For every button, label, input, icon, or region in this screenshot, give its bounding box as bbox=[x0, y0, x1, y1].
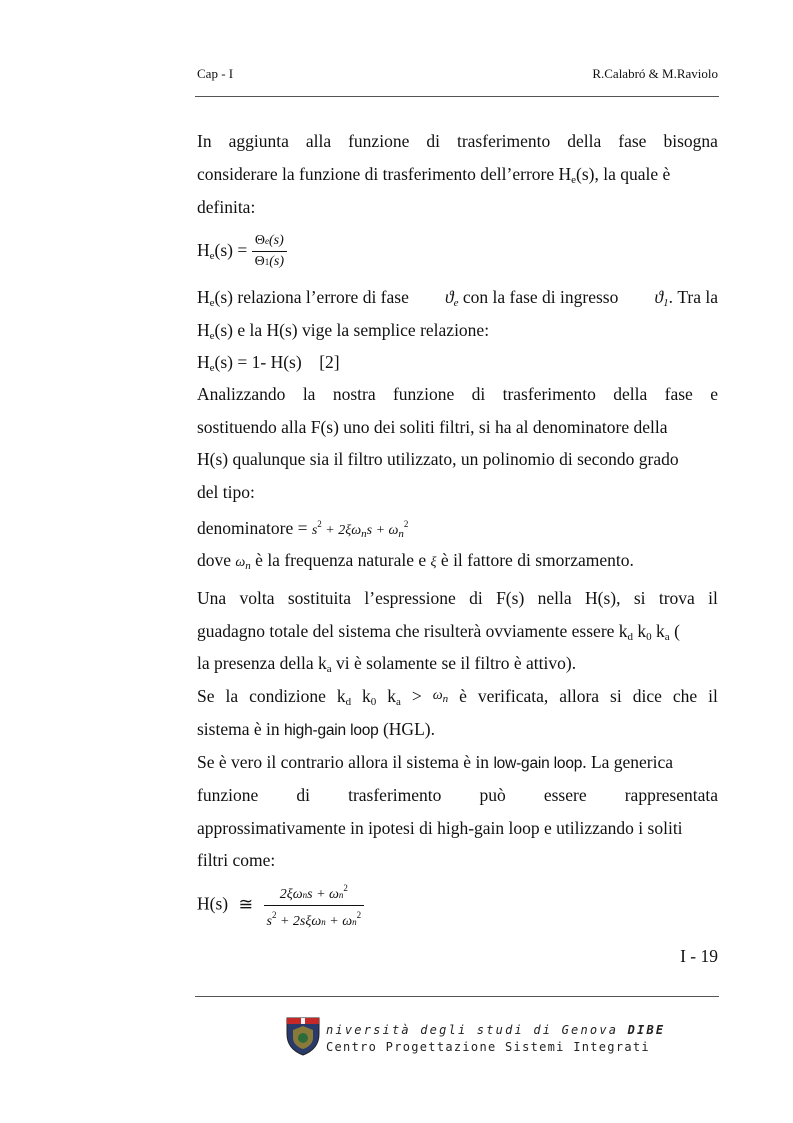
para3-line3: H(s) qualunque sia il filtro utilizzato, un polinomio di secondo grado bbox=[197, 449, 679, 469]
para6-line2: funzione di trasferimento può essere rappresentata bbox=[197, 785, 718, 805]
equation-relation: $H_e(s) = 1-$ H(s) [2] bbox=[197, 352, 340, 374]
reference-2: [2] bbox=[319, 352, 340, 372]
fraction: $\frac{2\xi\omega ns + \omega n^2}{s^2 + 2s\xi\omega n + \omega n^2}$ bbox=[264, 880, 365, 931]
equation-denominator: denominatore = $s^2 + 2\xi\omega_ns + \omega_n^2$ bbox=[197, 518, 409, 540]
para4-line1: Una volta sostituita l’espressione di F(s) nella H(s), si trova il bbox=[197, 588, 718, 608]
para3-line1: Analizzando la nostra funzione di trasferimento della fase e bbox=[197, 384, 718, 404]
page-number: I - 19 bbox=[680, 946, 718, 966]
equation-error-transfer: $H_e(s)$ = $\frac{\Theta e(s)}{\Theta 1(s)}$ bbox=[197, 230, 287, 276]
definition-line: dove $\omega_n$ è la frequenza naturale e ξ è il fattore di smorzamento. bbox=[197, 550, 634, 572]
para2-line2: $H_e(s)$ e la H(s) vige la semplice relazione: bbox=[197, 320, 490, 342]
header-rule bbox=[195, 96, 719, 97]
header-right: R.Calabró & M.Raviolo bbox=[592, 66, 718, 81]
footer-line1: niversità degli studi di Genova DIBE bbox=[326, 1023, 666, 1037]
para3-line4: del tipo: bbox=[197, 482, 255, 502]
para2-line1: $H_e(s)$ relaziona l’errore di fase $ϑ_e$ con la fase di ingresso $ϑ_1$. Tra la bbox=[197, 287, 718, 309]
para6-line4: filtri come: bbox=[197, 850, 276, 870]
fraction: $\frac{\Theta e(s)}{\Theta 1(s)}$ bbox=[252, 232, 287, 271]
para3-line2: sostituendo alla F(s) uno dei soliti filtri, si ha al denominatore della bbox=[197, 417, 668, 437]
para5-line2: sistema è in high-gain loop (HGL). bbox=[197, 719, 435, 739]
university-crest-icon bbox=[285, 1016, 321, 1056]
para4-line2: guadagno totale del sistema che risulterà ovviamente essere $k_d$ $k_0$ $k_a$ ( bbox=[197, 621, 680, 643]
para1-line3: definita: bbox=[197, 197, 256, 217]
para6-line1: Se è vero il contrario allora il sistema è in low-gain loop. La generica bbox=[197, 752, 674, 772]
footer-line2: Centro Progettazione Sistemi Integrati bbox=[326, 1040, 650, 1054]
para5-line1: Se la condizione $k_d$ $k_0$ $k_a$ > $\omega_n$ è verificata, allora si dice che il bbox=[197, 686, 718, 708]
header-left: Cap - I bbox=[197, 66, 234, 81]
para4-line3: la presenza della $k_a$ vi è solamente se il filtro è attivo). bbox=[197, 653, 577, 675]
para1-line1: In aggiunta alla funzione di trasferimento della fase bisogna bbox=[197, 131, 718, 151]
para6-line3: approssimativamente in ipotesi di high-gain loop e utilizzando i soliti bbox=[197, 818, 683, 838]
equation-hgl-approx: H(s) ≅ $\frac{2\xi\omega ns + \omega n^2}{s^2 + 2s\xi\omega n + \omega n^2}$ bbox=[197, 880, 364, 931]
footer-rule bbox=[195, 996, 719, 997]
para1-line2: considerare la funzione di trasferimento dell’errore $H_e(s)$, la quale è bbox=[197, 164, 671, 186]
